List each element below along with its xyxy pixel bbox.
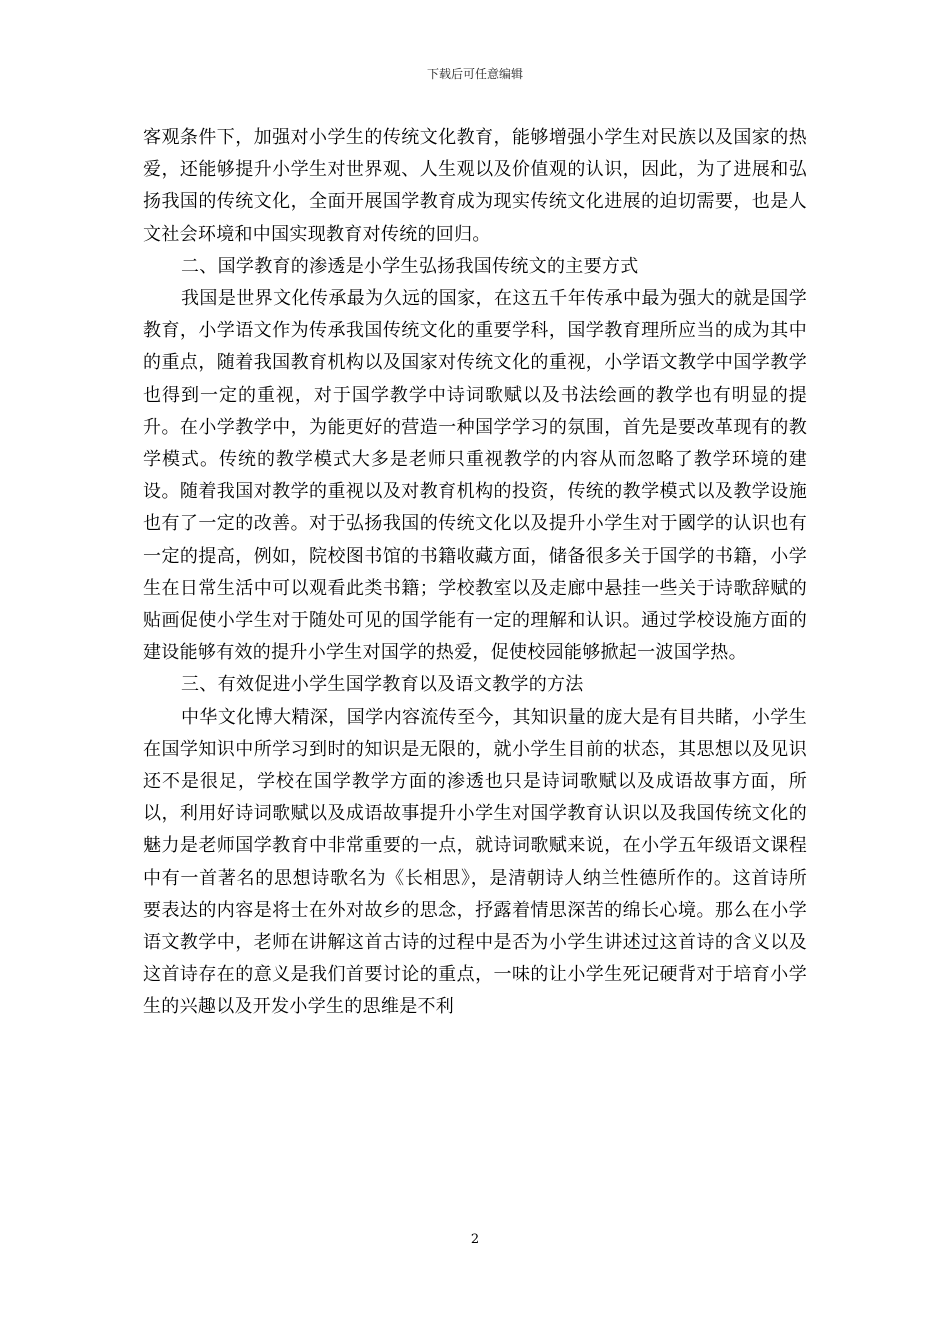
paragraph-section-3: 中华文化博大精深，国学内容流传至今，其知识量的庞大是有目共睹，小学生在国学知识中所学习到时的知识是无限的，就小学生目前的状态，其思想以及见识还不是很足，学校在国学教学方面的渗透也只是诗词歌赋以及成语故事方面，所以，利用好诗词歌赋以及成语故事提升小学生对国学教育认识以及我国传统文化的魅力是老师国学教育中非常重要的一点，就诗词歌赋来说，在小学五年级语文课程中有一首著名的思想诗歌名为《长相思》，是清朝诗人纳兰性德所作的。这首诗所要表达的内容是将士在外对故乡的思念，抒露着情思深苦的绵长心境。那么在小学语文教学中，老师在讲解这首古诗的过程中是否为小学生讲述过这首诗的含义以及这首诗存在的意义是我们首要讨论的重点，一味的让小学生死记硬背对于培育小学生的兴趣以及开发小学生的思维是不利 <box>143 706 807 1018</box>
page-header: 下载后可任意编辑 <box>426 67 523 81</box>
page-number: 2 <box>470 1232 480 1247</box>
paragraph-section-2: 我国是世界文化传承最为久远的国家，在这五千年传承中最为强大的就是国学教育，小学语文作为传承我国传统文化的重要学科，国学教育理所应当的成为其中的重点，随着我国教育机构以及国家对传统文化的重视，小学语文教学中国学教学也得到一定的重视，对于国学教学中诗词歌赋以及书法绘画的教学也有明显的提升。在小学教学中，为能更好的营造一种国学学习的氛围，首先是要改革现有的教学模式。传统的教学模式大多是老师只重视教学的内容从而忽略了教学环境的建设。随着我国对教学的重视以及对教育机构的投资，传统的教学模式以及教学设施也有了一定的改善。对于弘扬我国的传统文化以及提升小学生对于國学的认识也有一定的提高，例如，院校图书馆的书籍收藏方面，储备很多关于国学的书籍，小学生在日常生活中可以观看此类书籍；学校教室以及走廊中悬挂一些关于诗歌辞赋的贴画促使小学生对于随处可见的国学能有一定的理解和认识。通过学校设施方面的建设能够有效的提升小学生对国学的热爱，促使校园能够掀起一波国学热。 <box>143 288 807 664</box>
paragraph-continuation: 客观条件下，加强对小学生的传统文化教育，能够增强小学生对民族以及国家的热爱，还能够提升小学生对世界观、人生观以及价值观的认识，因此，为了进展和弘扬我国的传统文化，全面开展国学教育成为现实传统文化进展的迫切需要，也是人文社会环境和中国实现教育对传统的回归。 <box>143 127 807 245</box>
document-body <box>143 122 807 1024</box>
section-heading-3: 三、有效促进小学生国学教育以及语文教学的方法 <box>181 674 584 696</box>
section-heading-2: 二、国学教育的渗透是小学生弘扬我国传统文的主要方式 <box>181 255 639 277</box>
